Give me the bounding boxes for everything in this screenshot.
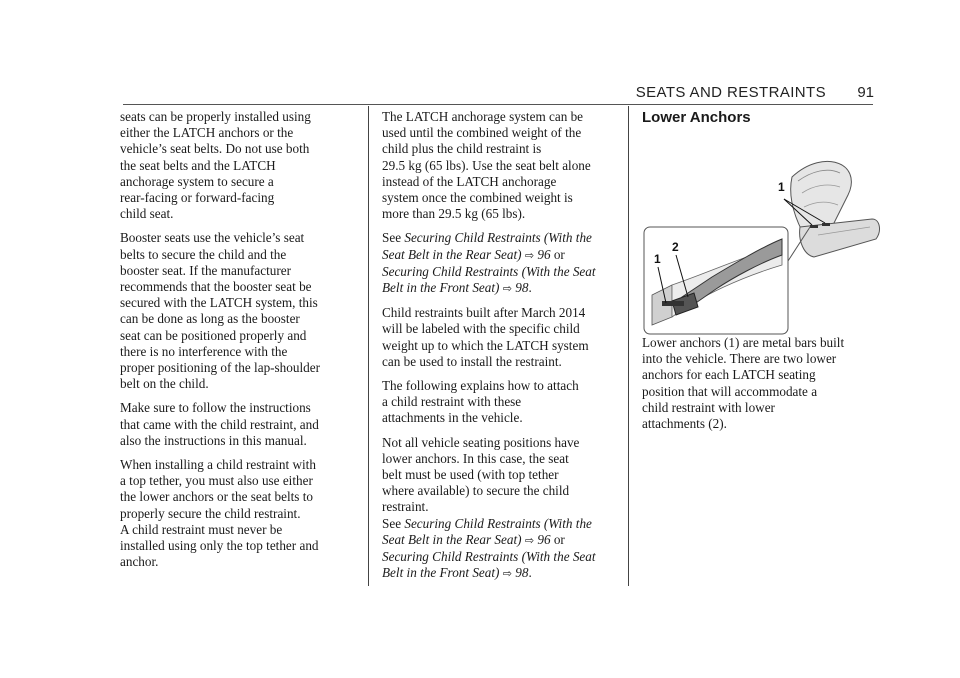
page-reference[interactable]: 96 bbox=[537, 246, 551, 262]
text-line: vehicle’s seat belts. Do not use both bbox=[120, 141, 310, 157]
column-3 bbox=[642, 109, 882, 440]
paragraph bbox=[382, 378, 620, 427]
text-line: Lower anchors (1) are metal bars built bbox=[642, 335, 845, 350]
page-reference-arrow-icon: ⇨ bbox=[524, 533, 535, 547]
text-line: Booster seats use the vehicle’s seat bbox=[120, 230, 305, 246]
text-line: belt must be used (with top tether bbox=[382, 467, 559, 483]
paragraph bbox=[120, 230, 358, 392]
text-line: The LATCH anchorage system can be bbox=[382, 109, 584, 124]
text-line: there is no interference with the bbox=[120, 343, 288, 359]
reference-link[interactable]: Seat Belt in the Rear Seat) bbox=[382, 531, 522, 547]
paragraph bbox=[642, 335, 882, 432]
text-line: lower anchors. In this case, the seat bbox=[382, 450, 569, 466]
reference-link[interactable]: Securing Child Restraints (With the bbox=[404, 230, 592, 246]
reference-link[interactable]: Securing Child Restraints (With the Seat bbox=[382, 549, 596, 565]
text-line: attachments in the vehicle. bbox=[382, 410, 523, 426]
section-title: SEATS AND RESTRAINTS bbox=[635, 84, 826, 101]
page-reference[interactable]: 96 bbox=[537, 531, 551, 547]
text-line: that came with the child restraint, and bbox=[120, 416, 319, 432]
section-heading: Lower Anchors bbox=[642, 109, 751, 126]
column-1 bbox=[120, 109, 358, 578]
column-divider-2 bbox=[628, 106, 629, 586]
page-reference-arrow-icon: ⇨ bbox=[524, 248, 535, 262]
text-line: the seat belts and the LATCH bbox=[120, 157, 276, 173]
text-line: anchors for each LATCH seating bbox=[642, 367, 816, 383]
paragraph bbox=[120, 457, 358, 570]
text-line: used until the combined weight of the bbox=[382, 125, 582, 141]
text-line: When installing a child restraint with bbox=[120, 457, 316, 473]
text-line: where available) to secure the child bbox=[382, 483, 570, 499]
figure-callout-label: 2 bbox=[672, 240, 679, 254]
text-line: installed using only the top tether and bbox=[120, 538, 319, 554]
text-line: child restraint with lower bbox=[642, 399, 775, 415]
paragraph bbox=[382, 305, 620, 370]
text-line: child seat. bbox=[120, 206, 174, 222]
figure-callout-label: 1 bbox=[778, 180, 785, 194]
text-line: instead of the LATCH anchorage bbox=[382, 173, 557, 189]
text-line: position that will accommodate a bbox=[642, 383, 818, 399]
reference-link[interactable]: Securing Child Restraints (With the bbox=[404, 515, 592, 531]
header-rule bbox=[123, 104, 873, 105]
text-line: belts to secure the child and the bbox=[120, 246, 287, 262]
text-line: more than 29.5 kg (65 lbs). bbox=[382, 206, 526, 222]
page-number: 91 bbox=[857, 84, 874, 101]
paragraph bbox=[120, 109, 358, 222]
page-reference[interactable]: 98 bbox=[515, 280, 529, 296]
text-line: into the vehicle. There are two lower bbox=[642, 351, 837, 367]
lower-anchors-illustration bbox=[642, 135, 882, 335]
figure-callout-label: 1 bbox=[654, 252, 661, 266]
text-line: also the instructions in this manual. bbox=[120, 432, 307, 448]
text-line: anchorage system to secure a bbox=[120, 173, 274, 189]
text-line: properly secure the child restraint. bbox=[120, 505, 301, 521]
paragraph bbox=[120, 400, 358, 449]
text-line: belt on the child. bbox=[120, 376, 209, 392]
text-line: secured with the LATCH system, this bbox=[120, 295, 318, 311]
page-reference-arrow-icon: ⇨ bbox=[502, 567, 512, 581]
reference-link[interactable]: Seat Belt in the Rear Seat) bbox=[382, 246, 522, 262]
page-reference-arrow-icon: ⇨ bbox=[502, 282, 512, 296]
reference-link[interactable]: Securing Child Restraints (With the Seat bbox=[382, 263, 596, 279]
reference-link[interactable]: Belt in the Front Seat) bbox=[382, 565, 500, 581]
text-line: either the LATCH anchors or the bbox=[120, 125, 294, 141]
cross-reference: See Securing Child Restraints (With the Seat Belt in the Rear Seat) ⇨ 96 or Securing Child Restraints (With the Seat Belt in the Front Seat) ⇨ 98. bbox=[382, 515, 596, 581]
text-line: Not all vehicle seating positions have bbox=[382, 434, 580, 450]
text-line: restraint. bbox=[382, 499, 429, 515]
text-line: the lower anchors or the seat belts to bbox=[120, 489, 313, 505]
paragraph bbox=[382, 435, 620, 516]
text-line: a child restraint with these bbox=[382, 394, 522, 410]
text-line: weight up to which the LATCH system bbox=[382, 337, 589, 353]
text-line: recommends that the booster seat be bbox=[120, 279, 312, 295]
paragraph bbox=[382, 109, 620, 222]
page-reference[interactable]: 98 bbox=[515, 565, 529, 581]
page-header bbox=[0, 0, 960, 106]
column-divider-1 bbox=[368, 106, 369, 586]
text-line: will be labeled with the specific child bbox=[382, 321, 580, 337]
text-line: rear-facing or forward-facing bbox=[120, 190, 275, 206]
text-line: seat can be positioned properly and bbox=[120, 327, 307, 343]
child-seat-anchor-illustration bbox=[642, 135, 882, 335]
cross-reference: See Securing Child Restraints (With the Seat Belt in the Rear Seat) ⇨ 96 or Securing Child Restraints (With the Seat Belt in the Front Seat) ⇨ 98. bbox=[382, 230, 596, 296]
text-line: can be used to install the restraint. bbox=[382, 353, 562, 369]
text-line: can be done as long as the booster bbox=[120, 311, 300, 327]
text-line: Make sure to follow the instructions bbox=[120, 400, 311, 416]
text-line: system once the combined weight is bbox=[382, 190, 573, 206]
text-line: attachments (2). bbox=[642, 416, 727, 432]
text-line: a top tether, you must also use either bbox=[120, 473, 313, 489]
text-line: seats can be properly installed using bbox=[120, 109, 311, 124]
column-2 bbox=[382, 109, 620, 590]
text-line: booster seat. If the manufacturer bbox=[120, 262, 291, 278]
reference-link[interactable]: Belt in the Front Seat) bbox=[382, 280, 500, 296]
text-line: 29.5 kg (65 lbs). Use the seat belt alone bbox=[382, 157, 591, 173]
text-line: child plus the child restraint is bbox=[382, 141, 542, 157]
text-line: anchor. bbox=[120, 554, 159, 570]
text-line: proper positioning of the lap-shoulder bbox=[120, 360, 320, 376]
text-line: Child restraints built after March 2014 bbox=[382, 305, 586, 321]
text-line: The following explains how to attach bbox=[382, 378, 579, 394]
text-line: A child restraint must never be bbox=[120, 521, 283, 537]
